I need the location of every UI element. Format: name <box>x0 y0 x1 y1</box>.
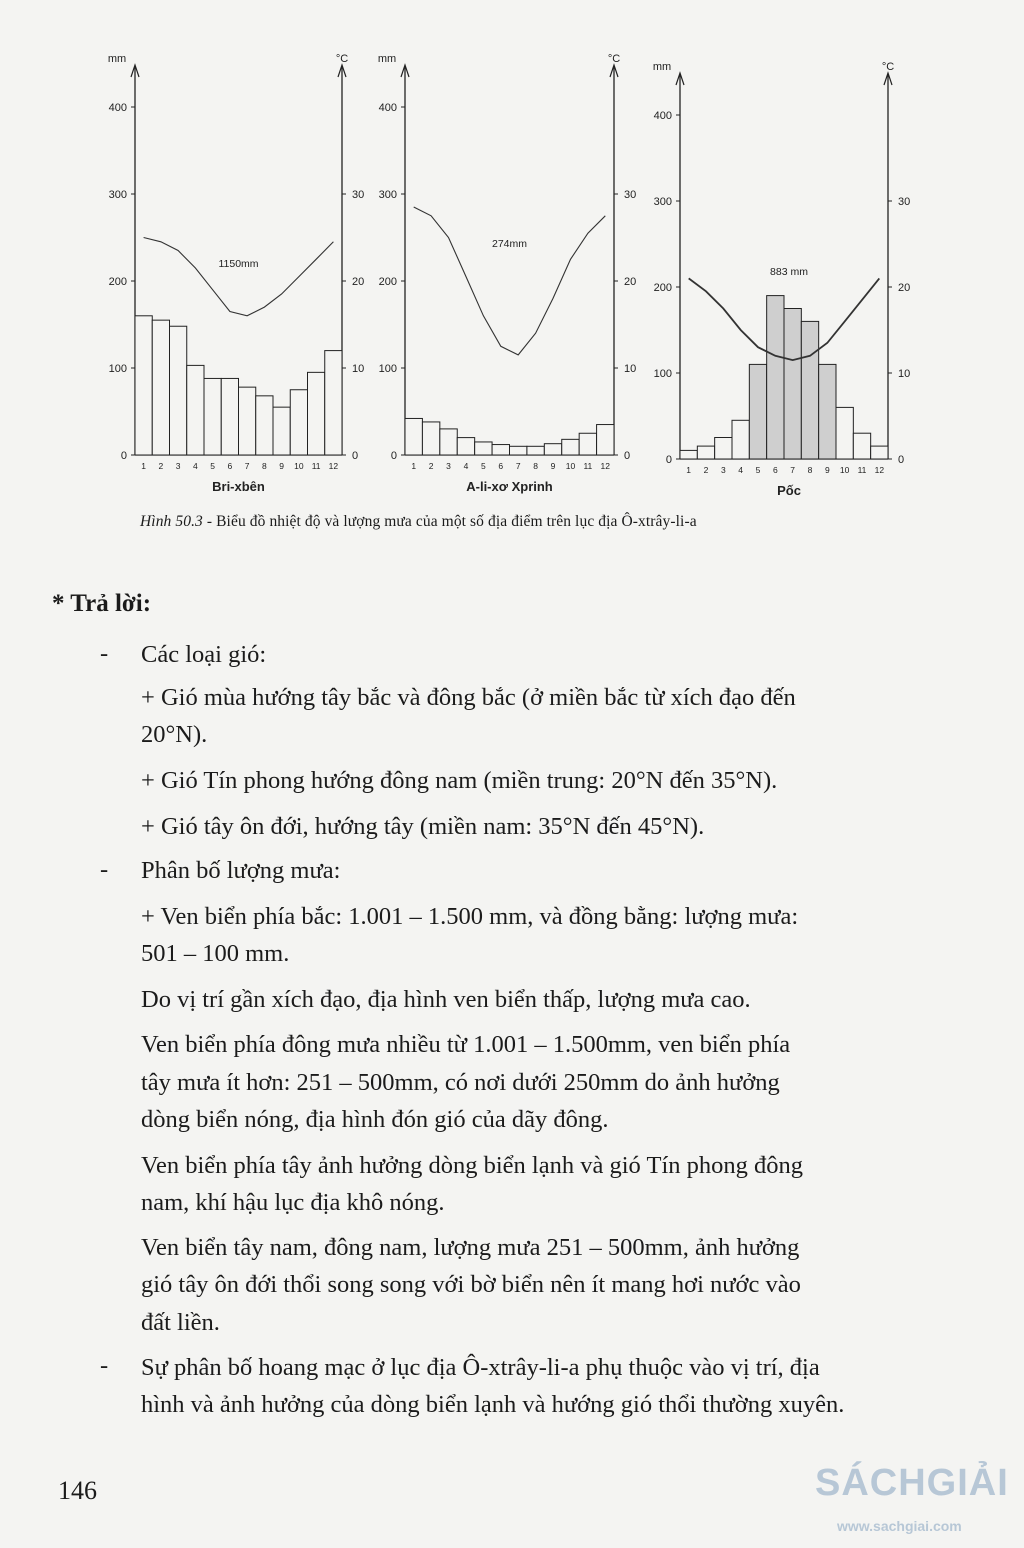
month-tick-label: 10 <box>839 465 850 475</box>
rain-bar <box>801 321 818 459</box>
temp-tick-label: 10 <box>898 368 911 380</box>
month-tick-label: 7 <box>790 465 796 475</box>
month-tick-label: 12 <box>600 461 611 471</box>
month-tick-label: 11 <box>583 461 593 471</box>
rain-bar <box>819 364 836 459</box>
rain-bar <box>597 425 614 455</box>
rain-tick-label: 100 <box>378 363 397 375</box>
month-tick-label: 2 <box>428 461 434 471</box>
month-tick-label: 4 <box>193 461 198 471</box>
figure-caption-text: - Biểu đồ nhiệt độ và lượng mưa của một số địa điểm trên lục địa Ô-xtrây-li-a <box>202 513 697 530</box>
rain-item-3a: Ven biển phía đông mưa nhiều từ 1.001 – 1.500mm, ven biển phía <box>141 1031 791 1058</box>
month-tick-label: 10 <box>565 461 576 471</box>
rain-bar <box>273 407 290 455</box>
rain-tick-label: 100 <box>653 368 672 380</box>
rain-axis-label: mm <box>652 61 672 73</box>
wind-item-1a: + Gió mùa hướng tây bắc và đông bắc (ở miền bắc từ xích đạo đến <box>141 684 796 711</box>
month-tick-label: 11 <box>857 465 867 475</box>
rain-tick-label: 400 <box>378 102 397 114</box>
rain-bar <box>405 418 422 455</box>
rain-heading: Phân bố lượng mưa: <box>141 857 341 884</box>
rain-tick-label: 0 <box>665 454 672 466</box>
bullet-dash: - <box>100 856 109 883</box>
total-rain-label: 1150mm <box>218 258 259 270</box>
figure-number: Hình 50.3 <box>140 513 203 530</box>
location-name: A-li-xơ Xprinh <box>466 479 553 494</box>
temp-tick-label: 10 <box>624 363 637 375</box>
month-tick-label: 8 <box>533 461 538 471</box>
chart-bri-xben <box>0 0 1024 515</box>
rain-bar <box>239 387 256 455</box>
month-tick-label: 4 <box>463 461 469 471</box>
rain-bar <box>475 442 492 455</box>
month-tick-label: 7 <box>515 461 521 471</box>
rain-bar <box>152 320 169 455</box>
rain-item-3b: tây mưa ít hơn: 251 – 500mm, có nơi dưới 250mm do ảnh hưởng <box>141 1069 780 1096</box>
temp-tick-label: 30 <box>898 196 911 208</box>
winds-heading: Các loại gió: <box>141 641 267 668</box>
rain-bar <box>135 316 152 455</box>
rain-tick-label: 100 <box>108 363 127 375</box>
rain-axis-label: mm <box>377 53 397 65</box>
month-tick-label: 5 <box>481 461 486 471</box>
rain-bar <box>680 450 697 459</box>
desert-item-b: hình và ảnh hưởng của dòng biển lạnh và hướng gió thổi thường xuyên. <box>141 1391 845 1418</box>
rain-tick-label: 200 <box>108 276 127 288</box>
temp-tick-label: 0 <box>898 454 905 466</box>
rain-item-4a: Ven biển phía tây ảnh hưởng dòng biển lạnh và gió Tín phong đông <box>141 1152 804 1179</box>
temp-tick-label: 0 <box>352 450 359 462</box>
month-tick-label: 2 <box>158 461 164 471</box>
wind-item-2: + Gió Tín phong hướng đông nam (miền trung: 20°N đến 35°N). <box>141 767 778 794</box>
rain-bar <box>290 390 307 455</box>
month-tick-label: 7 <box>244 461 250 471</box>
month-tick-label: 12 <box>874 465 885 475</box>
rain-bar <box>767 296 784 459</box>
rain-bar <box>697 446 714 459</box>
month-tick-label: 2 <box>703 465 709 475</box>
month-tick-label: 11 <box>311 461 321 471</box>
rain-bar <box>579 433 596 455</box>
rain-bar <box>221 378 238 455</box>
month-tick-label: 3 <box>175 461 181 471</box>
month-tick-label: 6 <box>227 461 233 471</box>
chart-1 <box>378 53 636 494</box>
rain-bar <box>457 438 474 455</box>
total-rain-label: 883 mm <box>770 266 808 278</box>
rain-tick-label: 0 <box>120 450 127 462</box>
climate-charts <box>0 0 1024 515</box>
total-rain-label: 274mm <box>491 238 528 250</box>
rain-tick-label: 0 <box>390 450 397 462</box>
rain-bar <box>187 365 204 455</box>
temp-tick-label: 30 <box>352 189 365 201</box>
rain-item-1b: 501 – 100 mm. <box>141 940 290 967</box>
month-tick-label: 4 <box>738 465 744 475</box>
bullet-dash: - <box>100 640 109 667</box>
rain-bar <box>256 396 273 455</box>
month-tick-label: 6 <box>498 461 504 471</box>
rain-bar <box>715 438 732 460</box>
sachgiai-logo <box>815 1462 1020 1542</box>
month-tick-label: 9 <box>824 465 830 475</box>
rain-bar <box>749 364 766 459</box>
desert-item-a: Sự phân bố hoang mạc ở lục địa Ô-xtrây-li-a phụ thuộc vào vị trí, địa <box>141 1354 820 1381</box>
month-tick-label: 8 <box>262 461 267 471</box>
bullet-dash: - <box>100 1352 109 1379</box>
rain-bar <box>562 439 579 455</box>
rain-tick-label: 200 <box>378 276 397 288</box>
rain-bar <box>853 433 870 459</box>
month-tick-label: 12 <box>328 461 339 471</box>
temp-tick-label: 10 <box>352 363 365 375</box>
page-number: 146 <box>58 1476 97 1505</box>
month-tick-label: 10 <box>294 461 304 471</box>
answer-title: * Trả lời: <box>52 590 152 617</box>
rain-bar <box>871 446 888 459</box>
rain-bar <box>308 372 325 455</box>
figure-caption <box>140 513 900 531</box>
rain-bar <box>510 446 527 455</box>
rain-bar <box>544 444 561 455</box>
wind-item-3: + Gió tây ôn đới, hướng tây (miền nam: 35°N đến 45°N). <box>141 813 705 840</box>
rain-tick-label: 300 <box>108 189 127 201</box>
rain-bar <box>204 378 221 455</box>
wind-item-1b: 20°N). <box>141 721 208 748</box>
logo-url: www.sachgiai.com <box>837 1518 962 1534</box>
month-tick-label: 3 <box>446 461 451 471</box>
chart-2 <box>653 61 910 498</box>
rain-tick-label: 400 <box>653 110 672 122</box>
rain-axis-label: mm <box>107 53 127 65</box>
temp-axis-label: °C <box>335 53 349 65</box>
month-tick-label: 3 <box>720 465 726 475</box>
month-tick-label: 5 <box>755 465 761 475</box>
month-tick-label: 1 <box>141 461 146 471</box>
rain-item-4b: nam, khí hậu lục địa khô nóng. <box>141 1189 445 1216</box>
temp-tick-label: 20 <box>352 276 365 288</box>
rain-bar <box>527 446 544 455</box>
month-tick-label: 1 <box>686 465 692 475</box>
rain-tick-label: 300 <box>378 189 397 201</box>
rain-tick-label: 200 <box>653 282 672 294</box>
temp-axis-label: °C <box>607 53 621 65</box>
rain-tick-label: 400 <box>108 102 127 114</box>
rain-bar <box>836 407 853 459</box>
temp-tick-label: 20 <box>898 282 911 294</box>
rain-bar <box>492 445 509 455</box>
temp-tick-label: 30 <box>624 189 637 201</box>
month-tick-label: 8 <box>807 465 813 475</box>
temperature-line <box>144 238 334 316</box>
chart-0 <box>108 53 364 494</box>
rain-item-5c: đất liền. <box>141 1309 220 1336</box>
month-tick-label: 9 <box>550 461 556 471</box>
logo-wordmark: SÁCHGIẢI <box>815 1462 1009 1504</box>
location-name: Bri-xbên <box>212 479 265 494</box>
rain-bar <box>170 326 187 455</box>
rain-tick-label: 300 <box>653 196 672 208</box>
location-name: Pốc <box>777 483 801 498</box>
rain-bar <box>784 309 801 460</box>
temp-axis-label: °C <box>881 61 895 73</box>
temp-tick-label: 0 <box>624 450 631 462</box>
month-tick-label: 5 <box>210 461 215 471</box>
rain-item-1a: + Ven biển phía bắc: 1.001 – 1.500 mm, và đồng bằng: lượng mưa: <box>141 903 799 930</box>
temperature-line <box>414 207 606 355</box>
rain-item-3c: dòng biển nóng, địa hình đón gió của dãy đông. <box>141 1106 609 1133</box>
rain-bar <box>422 422 439 455</box>
month-tick-label: 1 <box>411 461 417 471</box>
rain-item-5a: Ven biển tây nam, đông nam, lượng mưa 251 – 500mm, ảnh hưởng <box>141 1234 800 1261</box>
month-tick-label: 9 <box>279 461 284 471</box>
temp-tick-label: 20 <box>624 276 637 288</box>
rain-bar <box>325 351 342 455</box>
rain-item-5b: gió tây ôn đới thổi song song với bờ biển nên ít mang hơi nước vào <box>141 1271 801 1298</box>
rain-item-2: Do vị trí gần xích đạo, địa hình ven biển thấp, lượng mưa cao. <box>141 986 751 1013</box>
month-tick-label: 6 <box>772 465 778 475</box>
rain-bar <box>440 429 457 455</box>
rain-bar <box>732 420 749 459</box>
